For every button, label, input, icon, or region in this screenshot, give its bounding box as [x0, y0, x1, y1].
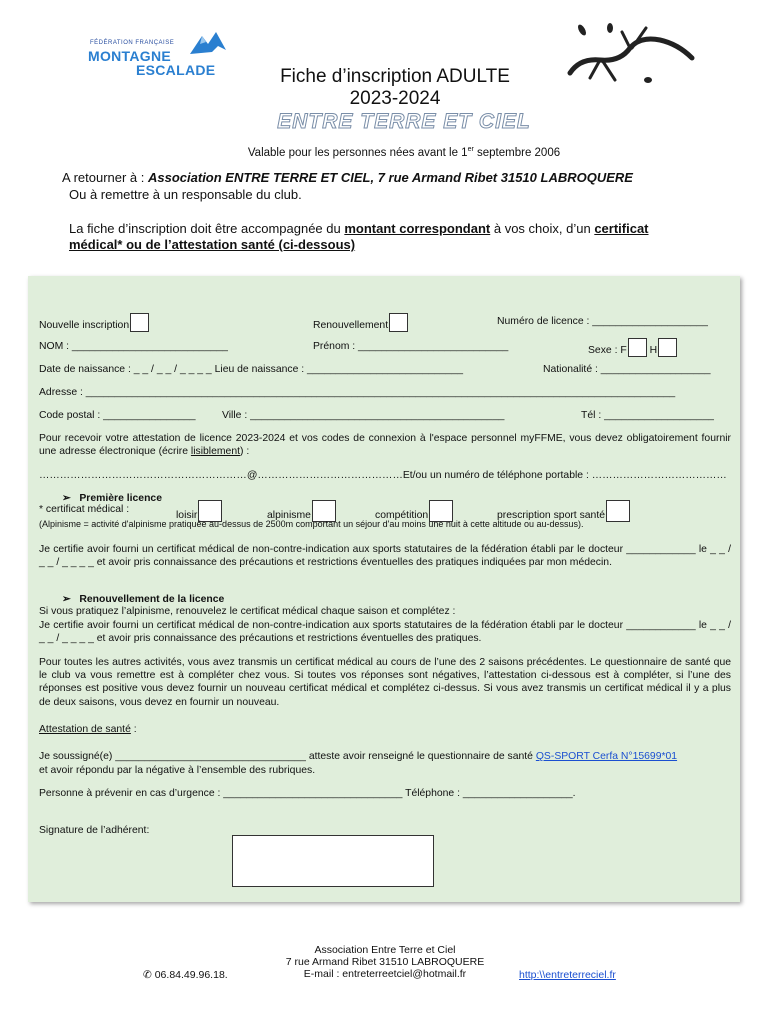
renewal-checkbox[interactable] — [389, 313, 408, 332]
form-title: Fiche d’inscription ADULTE — [280, 66, 510, 87]
renewal-title: Renouvellement de la licence — [79, 594, 225, 605]
phone-icon: ✆ — [143, 969, 155, 981]
sexe-field — [588, 338, 677, 357]
competition-label: compétition — [375, 510, 429, 521]
email-field[interactable]: ……………………………………………………@……………………………………Et/ou un numéro de téléphone portable : ………………………………… — [39, 470, 727, 481]
signature-box[interactable] — [232, 835, 434, 887]
myffme-paragraph — [39, 432, 731, 458]
prescription-checkbox[interactable] — [606, 500, 630, 522]
attestation-text: Je soussigné(e) _________________________________ atteste avoir renseigné le questionnaire de santé — [39, 751, 536, 762]
renewal-heading — [62, 593, 224, 605]
logo-line3: ESCALADE — [136, 62, 216, 78]
return-address: Association ENTRE TERRE ET CIEL, 7 rue Armand Ribet 31510 LABROQUERE — [148, 170, 633, 185]
myffme-colon: ) : — [240, 446, 250, 458]
return-line — [62, 170, 633, 185]
prescription-label: prescription sport santé — [497, 510, 606, 521]
first-licence-heading — [62, 492, 162, 504]
season: 2023-2024 — [349, 88, 441, 109]
arrow-right-icon: ➢ — [62, 594, 80, 605]
footer-phone-number: 06.84.49.96.18. — [154, 969, 228, 981]
prenom-field[interactable]: Prénom : __________________________ — [313, 341, 509, 352]
myffme-text: Pour recevoir votre attestation de licence 2023-2024 et vos codes de connexion à l'espace personnel myFFME, vous devez obligatoirement fournir une adresse électronique (écrire — [39, 433, 731, 458]
nationality-field[interactable]: Nationalité : ___________________ — [543, 364, 711, 375]
footer-email: E-mail : entreterreetciel@hotmail.fr — [303, 968, 467, 980]
emergency-contact-field[interactable]: Personne à prévenir en cas d’urgence : _______________________________ Téléphone : ___________________. — [39, 788, 576, 799]
arrow-right-icon: ➢ — [62, 493, 80, 504]
alpinisme-label: alpinisme — [267, 510, 311, 521]
address-field[interactable]: Adresse : ______________________________________________________________________________________________________ — [39, 387, 676, 398]
footer-website-link[interactable]: http:\\entreterreciel.fr — [519, 969, 616, 981]
licence-number-field[interactable]: Numéro de licence : ____________________ — [497, 316, 708, 327]
new-reg-label: Nouvelle inscription — [39, 320, 130, 331]
sexe-label: Sexe : F — [588, 345, 627, 356]
phone-field[interactable]: Tél : ___________________ — [581, 410, 714, 421]
qs-sport-link[interactable]: QS-SPORT Cerfa N°15699*01 — [535, 751, 678, 762]
new-registration — [39, 313, 149, 332]
attestation-line2: et avoir répondu par la négative à l’ensemble des rubriques. — [39, 765, 316, 776]
nom-field[interactable]: NOM : ___________________________ — [39, 341, 228, 352]
attestation-heading — [39, 724, 137, 735]
footer-address: 7 rue Armand Ribet 31510 LABROQUERE — [285, 956, 485, 968]
city-field[interactable]: Ville : ____________________________________________ — [222, 410, 505, 421]
sexe-h-label: H — [649, 345, 658, 356]
logo-line1: FÉDÉRATION FRANÇAISE — [90, 40, 175, 46]
logo-line2: MONTAGNE — [88, 48, 172, 64]
return-prefix: A retourner à : — [62, 170, 148, 185]
attestation-colon: : — [130, 724, 137, 735]
renewal — [313, 313, 408, 332]
footer-assoc: Association Entre Terre et Ciel — [314, 944, 456, 956]
intro-paragraph-line2: médical* ou de l’attestation santé (ci-dessous) — [69, 237, 356, 252]
valid-note: Valable pour les personnes nées avant le 1er septembre 2006 — [247, 146, 561, 159]
attestation-line1 — [39, 751, 677, 762]
footer-phone — [143, 969, 228, 981]
loisir-label: loisir — [176, 510, 198, 521]
other-activities-paragraph: Pour toutes les autres activités, vous avez transmis un certificat médical au cours de l’une des 2 saisons précédentes. Le questionnaire de santé que le club va vous remettre est à compléter chez vous. Si toutes vos réponses sont négatives, l’attestation ci-dessous est à compléter, si l’une des réponses est positive vous devez fournir un nouveau certificat médical et complétez ci-dessus. Si vous avez transmis un certificat médical il y a plus de deux saisons, vous devez en fournir un nouveau. — [39, 657, 731, 708]
intro-paragraph-line1 — [69, 221, 649, 236]
new-reg-checkbox[interactable] — [130, 313, 149, 332]
club-name: ENTRE TERRE ET CIEL — [277, 110, 531, 133]
postcode-field[interactable]: Code postal : ________________ — [39, 410, 196, 421]
renewal-alpinisme: Si vous pratiquez l’alpinisme, renouvelez le certificat médical chaque saison et complétez : — [39, 606, 456, 617]
cert-label: * certificat médical : — [39, 504, 130, 515]
renewal-certify: Je certifie avoir fourni un certificat médical de non-contre-indication aux sports statutaires de la fédération établi par le docteur ____________ le _ _ / _ _ / _ _ _ _ et avoir pris connaissance des précautions et restrictions éventuelles des pratiques. — [39, 620, 731, 645]
first-licence-title: Première licence — [79, 493, 162, 504]
intro-text2: à vos choix, d’un — [490, 221, 595, 236]
mountain-logo-icon — [188, 30, 228, 56]
intro-text: La fiche d’inscription doit être accompagnée du — [69, 221, 345, 236]
birth-field[interactable]: Date de naissance : _ _ / _ _ / _ _ _ _ Lieu de naissance : ___________________________ — [39, 364, 464, 375]
sexe-f-checkbox[interactable] — [628, 338, 647, 357]
signature-label: Signature de l’adhérent: — [39, 825, 150, 836]
renewal-label: Renouvellement — [313, 320, 389, 331]
sexe-h-checkbox[interactable] — [658, 338, 677, 357]
attestation-title: Attestation de santé — [39, 724, 131, 735]
myffme-legibly: lisiblement — [190, 446, 240, 458]
certify-paragraph: Je certifie avoir fourni un certificat médical de non-contre-indication aux sports statutaires de la fédération établi par le docteur ____________ le _ _ / _ _ / _ _ _ _ et avoir pris connaissance des précautions et restrictions éventuelles des pratiques indiquées par mon médecin. — [39, 544, 731, 569]
intro-amount: montant correspondant — [344, 221, 491, 236]
intro-cert: certificat — [594, 221, 649, 236]
alpinisme-note: (Alpinisme = activité d'alpinisme pratiquée au-dessus de 2500m comportant un séjour d'au moins une nuit à cette altitude ou au-dessus). — [39, 519, 584, 529]
hand-over-note: Ou à remettre à un responsable du club. — [69, 187, 302, 202]
